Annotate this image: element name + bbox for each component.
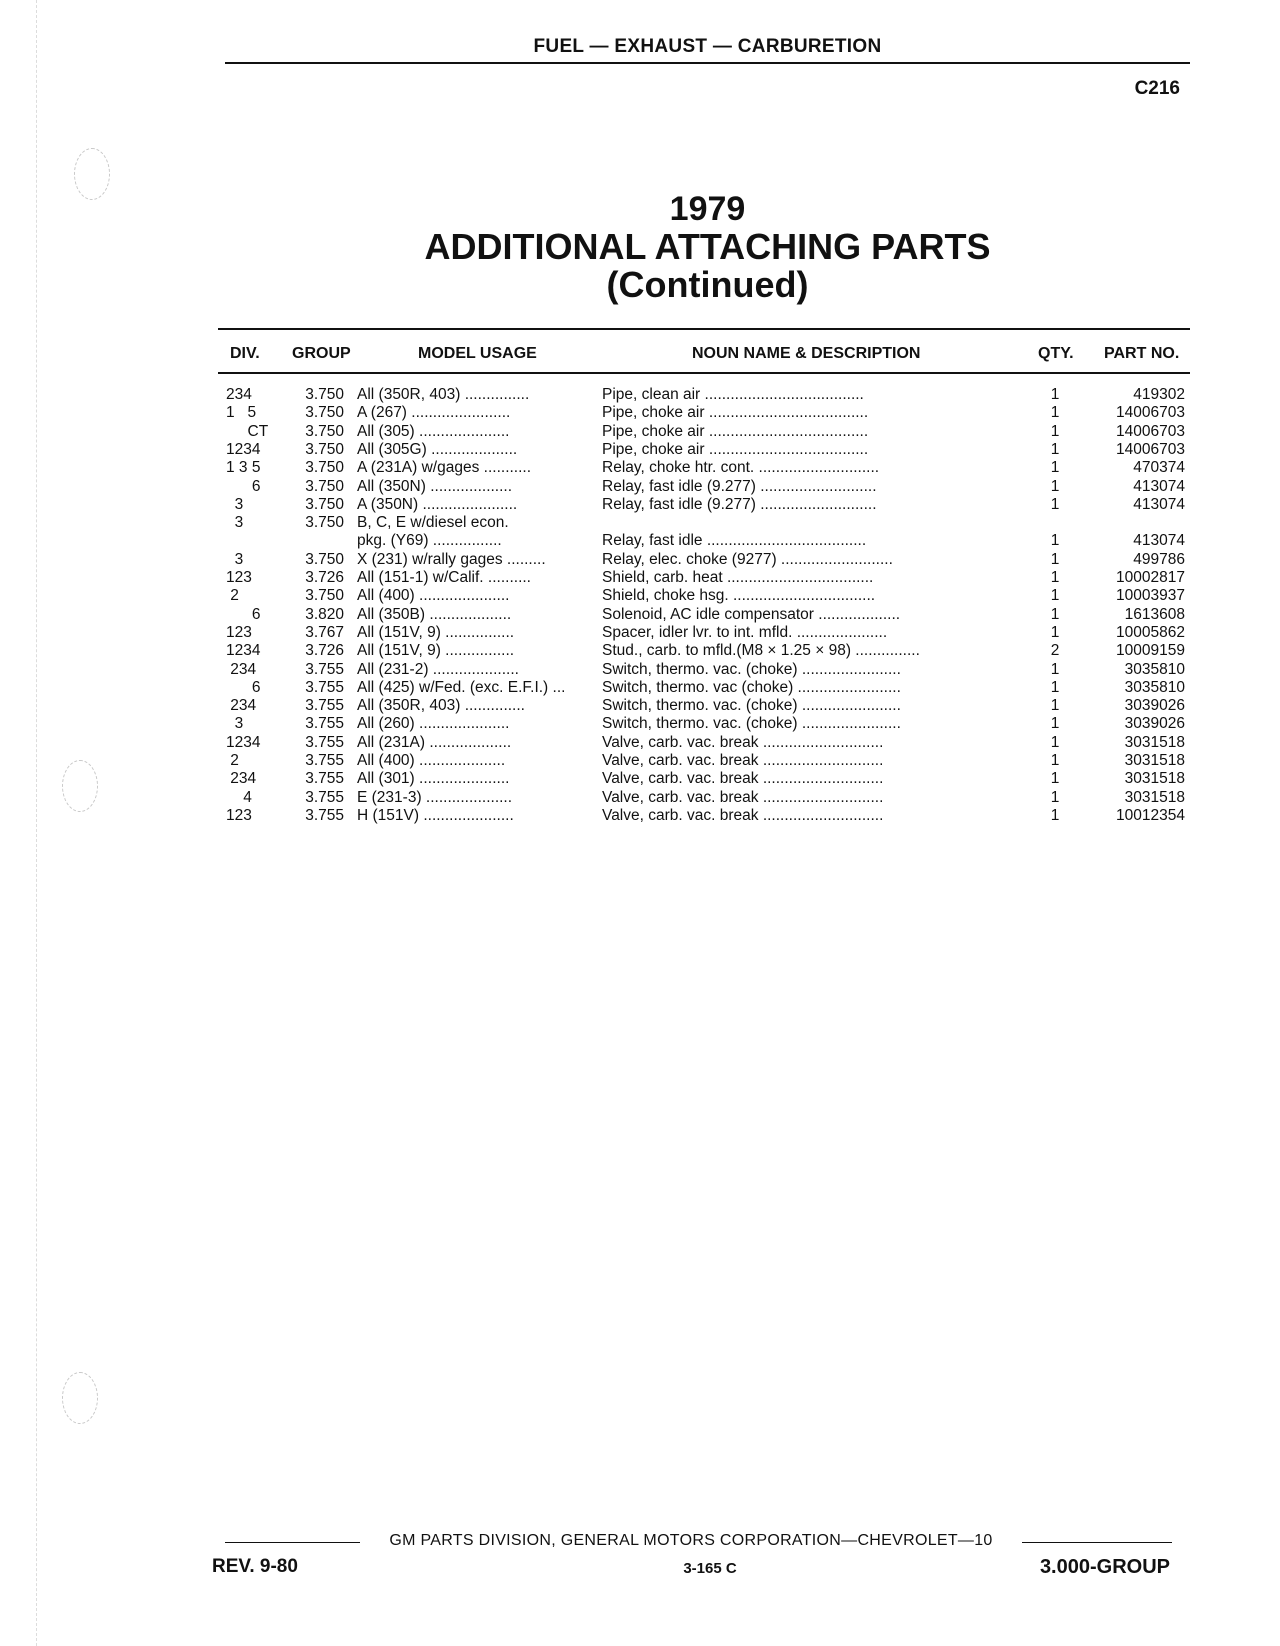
cell-model-usage: H (151V) ..................... — [357, 806, 514, 824]
column-header-qty: QTY. — [1038, 345, 1074, 362]
cell-part-no: 3031518 — [1124, 770, 1185, 788]
cell-div: 1234 — [226, 642, 261, 660]
cell-noun-name: Valve, carb. vac. break ............................ — [602, 752, 884, 769]
cell-div: 1234 — [226, 733, 261, 751]
cell-model-usage: pkg. (Y69) ................ — [357, 532, 502, 550]
cell-qty: 1 — [1050, 770, 1060, 788]
cell-noun-name: Valve, carb. vac. break ............................ — [602, 806, 884, 824]
table-row — [0, 587, 1280, 605]
cell-div: 3 — [226, 514, 244, 532]
cell-part-no: 3031518 — [1124, 752, 1185, 769]
cell-model-usage: All (305) ..................... — [357, 422, 510, 440]
cell-qty: 1 — [1050, 733, 1060, 751]
cell-part-no: 499786 — [1133, 550, 1185, 568]
cell-group: 3.755 — [305, 678, 344, 696]
section-title: FUEL — EXHAUST — CARBURETION — [533, 36, 882, 57]
table-row — [0, 496, 1280, 514]
header-rule — [225, 62, 1190, 64]
cell-qty: 1 — [1050, 623, 1060, 641]
cell-group: 3.750 — [305, 550, 344, 568]
cell-div: 6 — [226, 605, 261, 623]
cell-group: 3.750 — [305, 477, 344, 495]
cell-model-usage: All (301) ..................... — [357, 770, 510, 788]
cell-div: 4 — [226, 788, 252, 806]
table-top-rule — [218, 328, 1190, 330]
table-row — [0, 423, 1280, 441]
cell-part-no: 1613608 — [1124, 605, 1185, 623]
cell-qty: 2 — [1050, 642, 1060, 660]
cell-part-no: 413074 — [1133, 477, 1185, 495]
cell-div: 234 — [226, 770, 257, 788]
table-row — [0, 770, 1280, 788]
table-row — [0, 459, 1280, 477]
cell-part-no: 10009159 — [1116, 642, 1185, 660]
cell-model-usage: All (350N) ................... — [357, 477, 513, 495]
cell-group: 3.750 — [305, 422, 344, 440]
cell-part-no: 14006703 — [1116, 440, 1185, 458]
cell-group: 3.755 — [305, 697, 344, 715]
cell-div: 123 — [226, 623, 252, 641]
column-header-div: DIV. — [230, 345, 260, 362]
table-row — [0, 752, 1280, 770]
cell-model-usage: All (400) .................... — [357, 752, 506, 769]
column-header-group: GROUP — [292, 345, 351, 362]
footer-rule-left — [225, 1542, 360, 1543]
cell-qty: 1 — [1050, 404, 1060, 422]
cell-group: 3.755 — [305, 752, 344, 769]
punch-hole-top — [74, 148, 110, 200]
table-row — [0, 404, 1280, 422]
cell-noun-name: Shield, choke hsg. ................................. — [602, 587, 876, 605]
punch-hole-bottom — [62, 1372, 98, 1424]
cell-group: 3.750 — [305, 386, 344, 403]
cell-noun-name: Relay, fast idle (9.277) ........................... — [602, 495, 877, 513]
cell-model-usage: All (350R, 403) ............... — [357, 386, 530, 403]
cell-qty: 1 — [1050, 697, 1060, 715]
table-row — [0, 642, 1280, 660]
cell-part-no: 10005862 — [1116, 623, 1185, 641]
cell-group: 3.750 — [305, 514, 344, 532]
cell-div: 234 — [226, 386, 252, 403]
table-row — [0, 606, 1280, 624]
cell-model-usage: X (231) w/rally gages ......... — [357, 550, 546, 568]
table-row — [0, 624, 1280, 642]
footer-publisher: GM PARTS DIVISION, GENERAL MOTORS CORPORATION—CHEVROLET—10 — [389, 1532, 993, 1549]
cell-noun-name: Relay, elec. choke (9277) .......................... — [602, 550, 893, 568]
cell-noun-name: Pipe, choke air ..................................... — [602, 440, 869, 458]
cell-group: 3.755 — [305, 806, 344, 824]
cell-group: 3.750 — [305, 495, 344, 513]
cell-model-usage: All (231-2) .................... — [357, 660, 519, 678]
cell-div: 123 — [226, 806, 252, 824]
cell-model-usage: All (350B) ................... — [357, 605, 512, 623]
cell-div: 2 — [226, 752, 239, 769]
cell-div: 1 3 5 — [226, 459, 261, 477]
page-code: C216 — [1134, 78, 1180, 99]
cell-model-usage: All (350R, 403) .............. — [357, 697, 525, 715]
cell-group: 3.755 — [305, 788, 344, 806]
cell-noun-name: Valve, carb. vac. break ............................ — [602, 733, 884, 751]
table-row — [0, 514, 1280, 532]
cell-part-no: 3031518 — [1124, 788, 1185, 806]
cell-qty: 1 — [1050, 587, 1060, 605]
footer-page-number: 3-165 C — [683, 1560, 737, 1577]
table-row — [0, 789, 1280, 807]
cell-div: 6 — [226, 477, 261, 495]
cell-model-usage: All (400) ..................... — [357, 587, 510, 605]
cell-qty: 1 — [1050, 440, 1060, 458]
column-header-part-no: PART NO. — [1104, 345, 1180, 362]
cell-noun-name: Switch, thermo. vac. (choke) ....................... — [602, 697, 901, 715]
cell-model-usage: A (267) ....................... — [357, 404, 511, 422]
cell-group: 3.755 — [305, 715, 344, 733]
cell-part-no: 3039026 — [1124, 697, 1185, 715]
cell-part-no: 419302 — [1133, 386, 1185, 403]
cell-noun-name: Relay, choke htr. cont. ............................ — [602, 459, 880, 477]
cell-part-no: 10003937 — [1116, 587, 1185, 605]
cell-noun-name: Valve, carb. vac. break ............................ — [602, 770, 884, 788]
cell-qty: 1 — [1050, 422, 1060, 440]
table-row — [0, 532, 1280, 550]
cell-noun-name: Valve, carb. vac. break ............................ — [602, 788, 884, 806]
cell-noun-name: Shield, carb. heat .................................. — [602, 569, 874, 586]
cell-group: 3.755 — [305, 770, 344, 788]
page-title — [225, 190, 1190, 304]
cell-noun-name: Pipe, clean air ..................................... — [602, 386, 864, 403]
cell-div: 6 — [226, 678, 261, 696]
cell-qty: 1 — [1050, 459, 1060, 477]
table-row — [0, 478, 1280, 496]
cell-model-usage: A (350N) ...................... — [357, 495, 518, 513]
cell-noun-name: Relay, fast idle ..................................... — [602, 532, 867, 550]
table-row — [0, 551, 1280, 569]
cell-qty: 1 — [1050, 386, 1060, 403]
cell-div: 3 — [226, 550, 244, 568]
cell-group: 3.755 — [305, 733, 344, 751]
table-header-rule — [218, 372, 1190, 374]
footer-rule-right — [1022, 1542, 1172, 1543]
table-row — [0, 679, 1280, 697]
cell-qty: 1 — [1050, 660, 1060, 678]
cell-group: 3.750 — [305, 587, 344, 605]
cell-group: 3.755 — [305, 660, 344, 678]
cell-part-no: 3031518 — [1124, 733, 1185, 751]
table-row — [0, 569, 1280, 587]
cell-model-usage: A (231A) w/gages ........... — [357, 459, 532, 477]
cell-part-no: 470374 — [1133, 459, 1185, 477]
cell-part-no: 14006703 — [1116, 422, 1185, 440]
cell-model-usage: All (305G) .................... — [357, 440, 518, 458]
cell-noun-name: Stud., carb. to mfld.(M8 × 1.25 × 98) ............... — [602, 642, 920, 660]
cell-part-no: 14006703 — [1116, 404, 1185, 422]
cell-noun-name: Spacer, idler lvr. to int. mfld. ..................... — [602, 623, 888, 641]
cell-noun-name: Pipe, choke air ..................................... — [602, 404, 869, 422]
cell-qty: 1 — [1050, 532, 1060, 550]
cell-qty: 1 — [1050, 752, 1060, 769]
cell-group: 3.726 — [305, 569, 344, 586]
table-row — [0, 661, 1280, 679]
cell-noun-name: Relay, fast idle (9.277) ........................... — [602, 477, 877, 495]
column-header-noun-name: NOUN NAME & DESCRIPTION — [692, 345, 921, 362]
footer-revision: REV. 9-80 — [212, 1556, 298, 1577]
title-year: 1979 — [669, 190, 746, 228]
cell-part-no: 413074 — [1133, 532, 1185, 550]
cell-qty: 1 — [1050, 550, 1060, 568]
cell-part-no: 3035810 — [1124, 678, 1185, 696]
table-row — [0, 734, 1280, 752]
cell-noun-name: Switch, thermo. vac. (choke) ....................... — [602, 715, 901, 733]
table-row — [0, 441, 1280, 459]
cell-qty: 1 — [1050, 495, 1060, 513]
cell-qty: 1 — [1050, 678, 1060, 696]
cell-qty: 1 — [1050, 806, 1060, 824]
cell-model-usage: All (425) w/Fed. (exc. E.F.I.) ... — [357, 678, 566, 696]
cell-div: 3 — [226, 495, 244, 513]
title-continued: (Continued) — [606, 264, 809, 305]
cell-div: 234 — [226, 660, 257, 678]
cell-group: 3.750 — [305, 440, 344, 458]
table-row — [0, 386, 1280, 404]
cell-group: 3.750 — [305, 459, 344, 477]
cell-div: 123 — [226, 569, 252, 586]
cell-group: 3.750 — [305, 404, 344, 422]
cell-part-no: 10012354 — [1116, 806, 1185, 824]
cell-part-no: 3039026 — [1124, 715, 1185, 733]
cell-div: 1 5 — [226, 404, 257, 422]
table-row — [0, 697, 1280, 715]
cell-noun-name: Switch, thermo. vac (choke) ........................ — [602, 678, 901, 696]
cell-div: 2 — [226, 587, 239, 605]
cell-div: 234 — [226, 697, 257, 715]
cell-group: 3.767 — [305, 623, 344, 641]
cell-group: 3.820 — [305, 605, 344, 623]
column-header-model-usage: MODEL USAGE — [418, 345, 537, 362]
cell-noun-name: Solenoid, AC idle compensator ................... — [602, 605, 901, 623]
cell-noun-name: Pipe, choke air ..................................... — [602, 422, 869, 440]
cell-qty: 1 — [1050, 715, 1060, 733]
cell-part-no: 10002817 — [1116, 569, 1185, 586]
cell-model-usage: All (151V, 9) ................ — [357, 623, 515, 641]
cell-model-usage: All (260) ..................... — [357, 715, 510, 733]
cell-part-no: 413074 — [1133, 495, 1185, 513]
cell-qty: 1 — [1050, 788, 1060, 806]
cell-noun-name: Switch, thermo. vac. (choke) ....................... — [602, 660, 901, 678]
cell-qty: 1 — [1050, 477, 1060, 495]
cell-model-usage: All (231A) ................... — [357, 733, 512, 751]
footer-group: 3.000-GROUP — [1039, 1556, 1170, 1578]
cell-qty: 1 — [1050, 569, 1060, 586]
cell-div: 3 — [226, 715, 244, 733]
cell-model-usage: All (151-1) w/Calif. .......... — [357, 569, 531, 586]
cell-group: 3.726 — [305, 642, 344, 660]
cell-model-usage: B, C, E w/diesel econ. — [357, 514, 509, 532]
cell-div: 1234 — [226, 440, 261, 458]
cell-qty: 1 — [1050, 605, 1060, 623]
cell-part-no: 3035810 — [1124, 660, 1185, 678]
table-row — [0, 715, 1280, 733]
cell-div: CT — [226, 422, 269, 440]
cell-model-usage: All (151V, 9) ................ — [357, 642, 515, 660]
title-main: ADDITIONAL ATTACHING PARTS — [424, 226, 991, 267]
cell-model-usage: E (231-3) .................... — [357, 788, 513, 806]
table-row — [0, 807, 1280, 825]
